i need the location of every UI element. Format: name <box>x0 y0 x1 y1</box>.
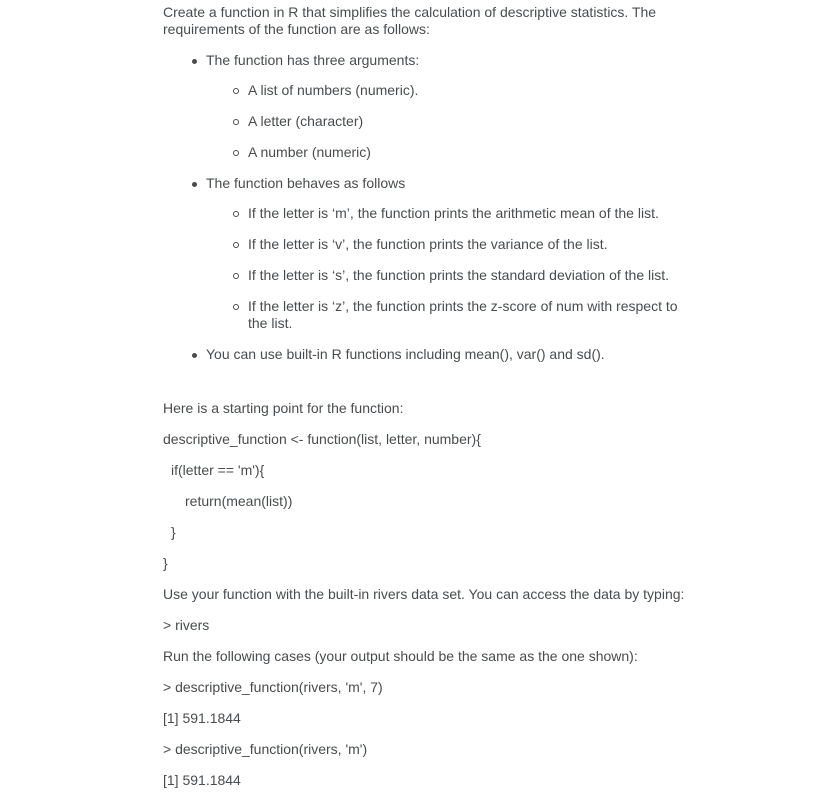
code-line: return(mean(list)) <box>185 493 293 509</box>
case-command: > descriptive_function(rivers, 'm') <box>163 741 368 757</box>
rivers-command: > rivers <box>163 617 210 633</box>
requirement-text: The function has three arguments: <box>206 52 420 68</box>
case-command: > descriptive_function(rivers, 'm', 7) <box>163 679 383 695</box>
requirement-subitem: A list of numbers (numeric). <box>206 82 698 99</box>
requirement-subitem: If the letter is ‘s’, the function prints the standard deviation of the list. <box>206 267 698 284</box>
requirement-text: The function behaves as follows <box>206 175 406 191</box>
case-output: [1] 591.1844 <box>163 710 241 726</box>
document-body <box>163 4 723 789</box>
requirement-item <box>163 52 723 161</box>
usage-paragraph: Use your function with the built-in rivers data set. You can access the data by typing: <box>163 586 685 602</box>
requirement-subitem: If the letter is ‘v’, the function prints the variance of the list. <box>206 236 698 253</box>
intro-paragraph: Create a function in R that simplifies the calculation of descriptive statistics. The requirements of the function are as follows: <box>163 4 657 37</box>
starting-point-label: Here is a starting point for the function: <box>163 400 404 416</box>
run-cases-paragraph: Run the following cases (your output should be the same as the one shown): <box>163 648 638 664</box>
code-line: } <box>171 524 176 540</box>
case-output: [1] 591.1844 <box>163 772 241 788</box>
code-line: } <box>163 555 168 571</box>
requirement-subitem: If the letter is ‘z’, the function prints the z-score of num with respect to the list. <box>206 298 698 332</box>
requirement-subitem: If the letter is ‘m’, the function prints the arithmetic mean of the list. <box>206 205 698 222</box>
requirement-sublist <box>206 205 723 332</box>
requirement-subitem: A letter (character) <box>206 113 698 130</box>
requirement-item <box>163 346 723 362</box>
requirements-list <box>163 52 723 362</box>
requirement-subitem: A number (numeric) <box>206 144 698 161</box>
requirement-text: You can use built-in R functions including mean(), var() and sd(). <box>206 346 605 362</box>
requirement-item <box>163 175 723 332</box>
code-line: descriptive_function <- function(list, letter, number){ <box>163 431 481 447</box>
code-line: if(letter == 'm'){ <box>171 462 265 478</box>
requirement-sublist <box>206 82 723 161</box>
